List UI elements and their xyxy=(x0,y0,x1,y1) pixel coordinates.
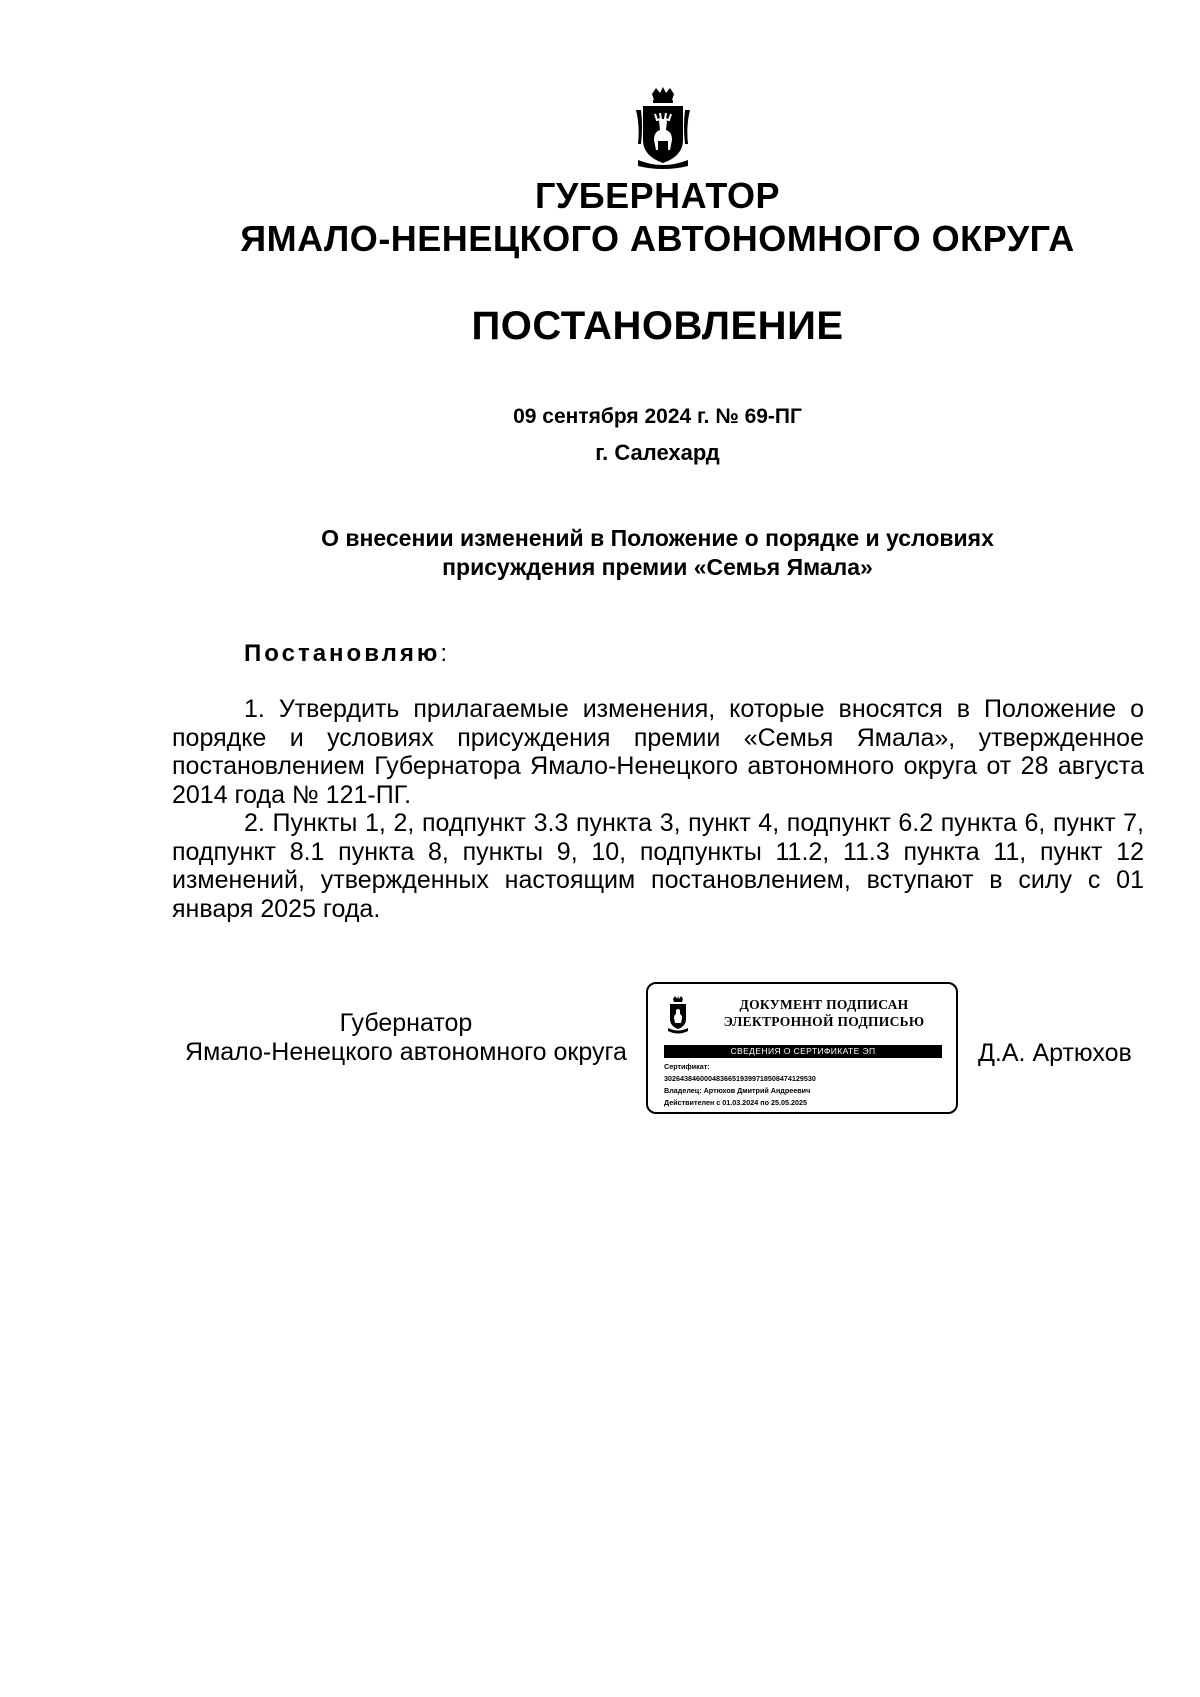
certificate-details xyxy=(664,1061,952,1109)
signatory-position-line-1: Губернатор xyxy=(339,1009,473,1037)
stamp-title xyxy=(694,996,954,1030)
resolve-word: Постановляю xyxy=(244,640,441,667)
signatory-name: Д.А. Артюхов xyxy=(978,1039,1132,1067)
signatory-position xyxy=(172,1009,640,1067)
signatory-position-line-2: Ямало-Ненецкого автономного округа xyxy=(185,1038,627,1066)
document-type: ПОСТАНОВЛЕНИЕ xyxy=(471,304,844,348)
stamp-title-line-1: ДОКУМЕНТ ПОДПИСАН xyxy=(739,997,909,1012)
stamp-title-line-2: ЭЛЕКТРОННОЙ ПОДПИСЬЮ xyxy=(723,1014,925,1029)
coat-of-arms-icon xyxy=(634,86,692,170)
certificate-number: 30264384600048366519399718508474129530 xyxy=(664,1074,816,1083)
subject-line-2: присуждения премии «Семья Ямала» xyxy=(442,554,873,580)
certificate-info-bar: СВЕДЕНИЯ О СЕРТИФИКАТЕ ЭП xyxy=(664,1045,942,1058)
paragraph-2: 2. Пункты 1, 2, подпункт 3.3 пункта 3, пункт 4, подпункт 6.2 пункта 6, пункт 7, подпункт 8.1 пункта 8, пункты 9, 10, подпункты 11.2, 11.3 пункта 11, пункт 12 изменений, утвержденных настоящим постановлением, вступают в силу с 01 января 2025 года. xyxy=(172,809,1144,923)
resolve-colon: : xyxy=(440,640,448,667)
certificate-label: Сертификат: xyxy=(664,1062,710,1071)
city: г. Салехард xyxy=(595,440,720,465)
document-subject xyxy=(250,524,1065,582)
resolve-heading xyxy=(244,640,447,668)
electronic-signature-stamp xyxy=(646,982,958,1114)
org-title-line-1: ГУБЕРНАТОР xyxy=(534,175,780,216)
date-and-number: 09 сентября 2024 г. № 69-ПГ xyxy=(513,405,802,428)
org-title-line-2: ЯМАЛО-НЕНЕЦКОГО АВТОНОМНОГО ОКРУГА xyxy=(240,218,1075,259)
document-body xyxy=(172,695,1144,923)
coat-of-arms-icon xyxy=(666,996,690,1034)
certificate-validity: Действителен с 01.03.2024 по 25.05.2025 xyxy=(664,1098,807,1107)
paragraph-1: 1. Утвердить прилагаемые изменения, которые вносятся в Положение о порядке и условиях присуждения премии «Семья Ямала», утвержденное постановлением Губернатора Ямало-Ненецкого автономного округа от 28 августа 2014 года № 121-ПГ. xyxy=(172,695,1144,809)
certificate-owner: Владелец: Артюхов Дмитрий Андреевич xyxy=(664,1086,811,1095)
subject-line-1: О внесении изменений в Положение о порядке и условиях xyxy=(321,525,994,551)
